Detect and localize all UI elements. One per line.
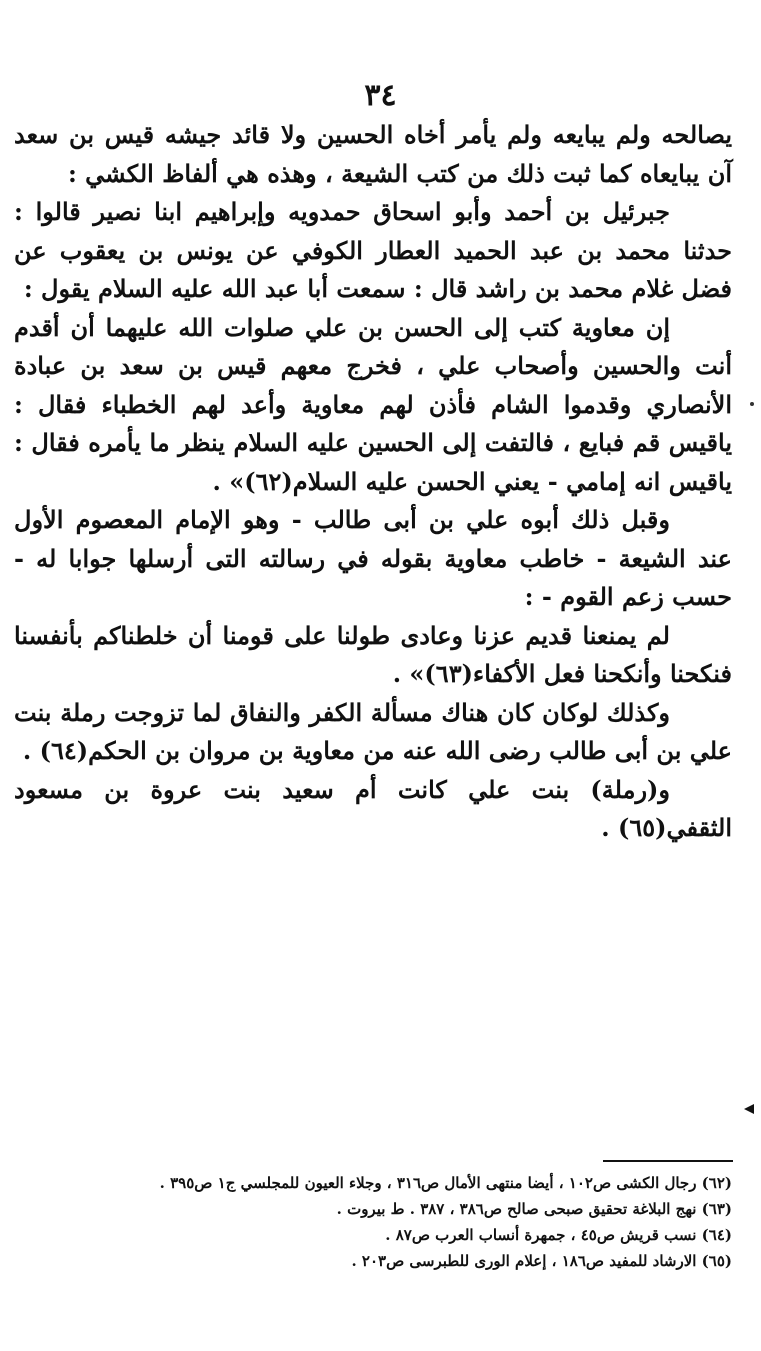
footnote: (٦٥) الارشاد للمفيد ص١٨٦ ، إعلام الورى للطبرسى ص٢٠٣ . (351, 1252, 732, 1270)
paragraph: لم يمنعنا قديم عزنا وعادى طولنا على قومنا أن خلطناكم بأنفسنا فنكحنا وأنكحنا فعل الأكفاء(٦٣)» . (14, 620, 732, 688)
main-text (14, 116, 732, 848)
paragraph: و(رملة) بنت علي كانت أم سعيد بنت عروة بن مسعود الثقفي(٦٥) . (14, 774, 732, 842)
paragraph: إن معاوية كتب إلى الحسن بن علي صلوات الله عليهما أن أقدم أنت والحسين وأصحاب علي ، فخرج معهم قيس بن سعد بن عبادة الأنصاري وقدموا الشام فأذن لهم معاوية وأعد لهم الخطباء فقال : ياقيس قم فبايع ، فالتفت إلى الحسين عليه السلام ينظر ما يأمره فقال : ياقيس انه إمامي - يعني الحسن عليه السلام(٦٢)» . (14, 312, 732, 496)
margin-arrow-mark (744, 1104, 754, 1114)
footnote: (٦٢) رجال الكشى ص١٠٢ ، أيضا منتهى الأمال ص٣١٦ ، وجلاء العيون للمجلسي ج١ ص٣٩٥ . (159, 1174, 732, 1192)
footnote: (٦٤) نسب قريش ص٤٥ ، جمهرة أنساب العرب ص٨٧ . (385, 1226, 732, 1244)
footnotes (14, 1170, 732, 1274)
paragraph: يصالحه ولم يبايعه ولم يأمر أخاه الحسين ولا قائد جيشه قيس بن سعد آن يبايعاه كما ثبت ذلك من كتب الشيعة ، وهذه هي ألفاظ الكشي : (14, 120, 732, 188)
paragraph: وقبل ذلك أبوه علي بن أبى طالب - وهو الإمام المعصوم الأول عند الشيعة - خاطب معاوية بقوله في رسالته التى أرسلها جوابا له - حسب زعم القوم - : (14, 505, 732, 611)
paragraph: جبرئيل بن أحمد وأبو اسحاق حمدويه وإبراهيم ابنا نصير قالوا : حدثنا محمد بن عبد الحميد العطار الكوفي عن يونس بن يعقوب عن فضل غلام محمد بن راشد قال : سمعت أبا عبد الله عليه السلام يقول : (14, 197, 732, 303)
margin-dot-mark (750, 402, 754, 406)
footnote: (٦٣) نهج البلاغة تحقيق صبحى صالح ص٣٨٦ ، ٣٨٧ . ط بيروت . (336, 1200, 732, 1218)
paragraph: وكذلك لوكان كان هناك مسألة الكفر والنفاق لما تزوجت رملة بنت علي بن أبى طالب رضى الله عنه من معاوية بن مروان بن الحكم(٦٤) . (14, 697, 732, 765)
footnote-separator (603, 1160, 733, 1162)
page-number: ٣٤ (364, 78, 397, 113)
